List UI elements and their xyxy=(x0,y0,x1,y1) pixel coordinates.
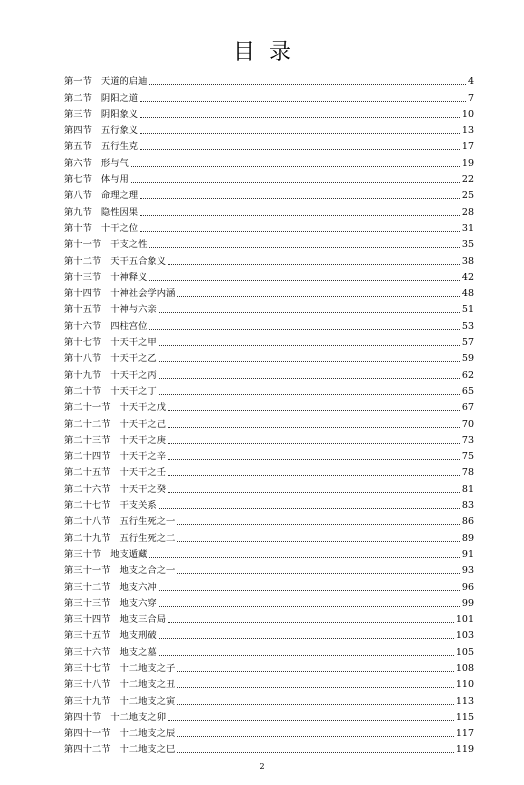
toc-entry[interactable] xyxy=(64,561,474,577)
toc-entry-title: 十二地支之寅 xyxy=(119,695,176,707)
toc-entry-title: 十干之位 xyxy=(100,222,139,234)
toc-entry-page: 19 xyxy=(461,157,474,169)
toc-entry-title: 五行生死之一 xyxy=(119,516,176,528)
toc-dot-leader xyxy=(177,296,460,297)
toc-entry-section-number: 第十二节 xyxy=(64,255,102,267)
toc-entry-title: 十神释义 xyxy=(110,271,148,283)
toc-entry-section-number: 第十七节 xyxy=(64,337,102,349)
toc-entry-section-number: 第四十二节 xyxy=(64,744,111,756)
toc-entry[interactable] xyxy=(64,105,474,121)
toc-entry[interactable] xyxy=(64,496,474,512)
toc-dot-leader xyxy=(168,410,460,411)
toc-entry[interactable] xyxy=(64,153,474,169)
toc-entry-section-number: 第八节 xyxy=(64,190,92,202)
toc-dot-leader xyxy=(168,492,460,493)
toc-entry-page: 108 xyxy=(455,662,474,674)
toc-entry-section-number: 第三十三节 xyxy=(64,597,111,609)
toc-entry-section-number: 第四十节 xyxy=(64,711,102,723)
toc-dot-leader xyxy=(140,198,460,199)
toc-entry-title: 地支刑破 xyxy=(119,630,157,642)
toc-entry-section-number: 第三十四节 xyxy=(64,614,111,626)
toc-entry-section-number: 第二十一节 xyxy=(64,402,111,414)
toc-entry[interactable] xyxy=(64,594,474,610)
toc-entry[interactable] xyxy=(64,740,474,756)
toc-entry-title: 十天干之丁 xyxy=(110,385,157,397)
toc-entry-section-number: 第二十四节 xyxy=(64,451,111,463)
toc-entry-page: 13 xyxy=(461,125,474,137)
toc-entry-section-number: 第三十节 xyxy=(64,548,102,560)
toc-entry[interactable] xyxy=(64,724,474,740)
toc-entry-title: 五行生克 xyxy=(100,141,139,153)
toc-entry[interactable] xyxy=(64,610,474,626)
toc-entry-title: 十天干之癸 xyxy=(119,483,166,495)
toc-entry-section-number: 第三十六节 xyxy=(64,646,111,658)
toc-entry-page: 101 xyxy=(455,614,474,626)
toc-entry[interactable] xyxy=(64,447,474,463)
toc-dot-leader xyxy=(177,573,460,574)
toc-entry-section-number: 第二十九节 xyxy=(64,532,111,544)
toc-entry-section-number: 第十四节 xyxy=(64,288,102,300)
toc-dot-leader xyxy=(149,557,460,558)
toc-entry-title: 十神社会学内涵 xyxy=(110,288,176,300)
toc-entry-title: 十天干之乙 xyxy=(110,353,157,365)
toc-entry-section-number: 第十五节 xyxy=(64,304,102,316)
toc-entry[interactable] xyxy=(64,708,474,724)
toc-entry-page: 35 xyxy=(461,239,474,251)
toc-dot-leader xyxy=(159,361,460,362)
toc-entry-title: 十天干之丙 xyxy=(110,369,157,381)
toc-dot-leader xyxy=(159,606,460,607)
toc-entry[interactable] xyxy=(64,121,474,137)
toc-entry-page: 81 xyxy=(461,483,474,495)
toc-dot-leader xyxy=(168,459,460,460)
toc-entry-title: 干支之性 xyxy=(110,239,148,251)
toc-dot-leader xyxy=(159,378,460,379)
toc-entry-section-number: 第十八节 xyxy=(64,353,102,365)
toc-entry[interactable] xyxy=(64,316,474,332)
toc-entry-section-number: 第三十二节 xyxy=(64,581,111,593)
toc-entry-section-number: 第十一节 xyxy=(64,239,102,251)
toc-dot-leader xyxy=(177,524,460,525)
toc-entry-title: 干支关系 xyxy=(119,500,157,512)
toc-dot-leader xyxy=(177,736,454,737)
toc-entry-page: 7 xyxy=(467,92,474,104)
toc-entry-section-number: 第七节 xyxy=(64,174,92,186)
toc-entry-page: 48 xyxy=(461,288,474,300)
toc-entry-title: 十二地支之卯 xyxy=(110,711,166,723)
toc-entry-title: 十二地支之丑 xyxy=(119,679,176,691)
toc-entry-page: 83 xyxy=(461,500,474,512)
toc-dot-leader xyxy=(159,638,454,639)
toc-entry-section-number: 第十六节 xyxy=(64,320,102,332)
toc-entry-page: 86 xyxy=(461,516,474,528)
toc-entry-page: 38 xyxy=(461,255,474,267)
toc-dot-leader xyxy=(159,590,460,591)
toc-entry-title: 地支六穿 xyxy=(119,597,157,609)
toc-dot-leader xyxy=(159,345,460,346)
toc-dot-leader xyxy=(159,394,460,395)
toc-entry[interactable] xyxy=(64,479,474,495)
toc-entry[interactable] xyxy=(64,691,474,707)
toc-dot-leader xyxy=(159,312,460,313)
toc-entry[interactable] xyxy=(64,398,474,414)
toc-entry-section-number: 第二十节 xyxy=(64,385,102,397)
toc-dot-leader xyxy=(177,752,454,753)
toc-entry-page: 42 xyxy=(461,271,474,283)
toc-entry-title: 十天干之甲 xyxy=(110,337,157,349)
toc-entry-page: 10 xyxy=(461,108,474,120)
toc-dot-leader xyxy=(140,231,460,232)
toc-dot-leader xyxy=(131,182,460,183)
toc-entry-title: 体与用 xyxy=(100,174,129,186)
toc-entry-page: 62 xyxy=(461,369,474,381)
toc-entry-section-number: 第三十五节 xyxy=(64,630,111,642)
toc-entry-page: 51 xyxy=(461,304,474,316)
toc-entry-page: 70 xyxy=(461,418,474,430)
toc-dot-leader xyxy=(177,687,454,688)
toc-entry-section-number: 第四十一节 xyxy=(64,728,111,740)
toc-entry-section-number: 第三十七节 xyxy=(64,662,111,674)
toc-entry-page: 31 xyxy=(461,222,474,234)
toc-entry-page: 57 xyxy=(461,337,474,349)
toc-dot-leader xyxy=(140,133,460,134)
toc-entry-section-number: 第一节 xyxy=(64,76,92,88)
toc-entry[interactable] xyxy=(64,268,474,284)
toc-dot-leader xyxy=(177,704,454,705)
toc-entry-title: 阴阳象义 xyxy=(100,108,139,120)
toc-entry[interactable] xyxy=(64,431,474,447)
toc-entry[interactable] xyxy=(64,659,474,675)
toc-entry-title: 阴阳之道 xyxy=(100,92,139,104)
toc-dot-leader xyxy=(149,84,466,85)
toc-entry[interactable] xyxy=(64,675,474,691)
toc-entry[interactable] xyxy=(64,626,474,642)
toc-entry-page: 89 xyxy=(461,532,474,544)
toc-entry-section-number: 第十节 xyxy=(64,222,92,234)
toc-entry-section-number: 第十九节 xyxy=(64,369,102,381)
toc-entry[interactable] xyxy=(64,365,474,381)
toc-entry-page: 65 xyxy=(461,385,474,397)
toc-entry[interactable] xyxy=(64,642,474,658)
toc-entry-section-number: 第三十九节 xyxy=(64,695,111,707)
toc-entry-page: 110 xyxy=(455,679,474,691)
page-number: 2 xyxy=(259,762,265,771)
toc-entry[interactable] xyxy=(64,382,474,398)
toc-entry-page: 59 xyxy=(461,353,474,365)
toc-entry-title: 十天干之己 xyxy=(119,418,166,430)
toc-dot-leader xyxy=(140,117,460,118)
toc-entry-title: 五行生死之二 xyxy=(119,532,176,544)
toc-entry-section-number: 第二节 xyxy=(64,92,92,104)
toc-dot-leader xyxy=(168,720,454,721)
toc-entry-title: 十二地支之辰 xyxy=(119,728,176,740)
toc-entry-title: 十天干之壬 xyxy=(119,467,166,479)
toc-entry-section-number: 第九节 xyxy=(64,206,92,218)
toc-entry-title: 地支三合局 xyxy=(119,614,166,626)
toc-entry[interactable] xyxy=(64,251,474,267)
toc-entry[interactable] xyxy=(64,235,474,251)
toc-entry-page: 99 xyxy=(461,597,474,609)
toc-entry-page: 117 xyxy=(455,728,474,740)
toc-dot-leader xyxy=(168,264,460,265)
toc-entry[interactable] xyxy=(64,512,474,528)
toc-entry[interactable] xyxy=(64,333,474,349)
toc-entry-title: 天道的启迪 xyxy=(100,76,148,88)
toc-entry[interactable] xyxy=(64,463,474,479)
toc-dot-leader xyxy=(149,329,460,330)
toc-entry-page: 73 xyxy=(461,434,474,446)
toc-entry-title: 形与气 xyxy=(100,157,129,169)
toc-entry[interactable] xyxy=(64,137,474,153)
toc-entry-title: 地支六冲 xyxy=(119,581,157,593)
toc-dot-leader xyxy=(159,655,454,656)
toc-entry-title: 十神与六亲 xyxy=(110,304,157,316)
toc-entry[interactable] xyxy=(64,300,474,316)
toc-entry-title: 地支之合之一 xyxy=(119,565,176,577)
toc-entry[interactable] xyxy=(64,577,474,593)
table-of-contents xyxy=(64,72,474,756)
toc-dot-leader xyxy=(149,280,460,281)
toc-dot-leader xyxy=(140,215,460,216)
toc-entry-section-number: 第二十三节 xyxy=(64,434,111,446)
toc-entry-page: 67 xyxy=(461,402,474,414)
toc-entry[interactable] xyxy=(64,186,474,202)
toc-entry[interactable] xyxy=(64,414,474,430)
toc-entry-section-number: 第二十五节 xyxy=(64,467,111,479)
toc-entry-page: 22 xyxy=(461,174,474,186)
toc-entry-section-number: 第二十八节 xyxy=(64,516,111,528)
toc-dot-leader xyxy=(140,101,466,102)
toc-entry[interactable] xyxy=(64,349,474,365)
toc-dot-leader xyxy=(131,166,460,167)
toc-dot-leader xyxy=(168,622,454,623)
toc-entry-section-number: 第六节 xyxy=(64,157,92,169)
toc-entry[interactable] xyxy=(64,88,474,104)
toc-entry[interactable] xyxy=(64,545,474,561)
toc-entry-title: 四柱宫位 xyxy=(110,320,148,332)
toc-entry-title: 隐性因果 xyxy=(100,206,139,218)
toc-entry-section-number: 第三节 xyxy=(64,108,92,120)
toc-entry-title: 十天干之辛 xyxy=(119,451,166,463)
toc-entry[interactable] xyxy=(64,72,474,88)
toc-entry-page: 75 xyxy=(461,451,474,463)
toc-entry-page: 119 xyxy=(455,744,474,756)
toc-entry-section-number: 第二十七节 xyxy=(64,500,111,512)
toc-entry-page: 105 xyxy=(455,646,474,658)
toc-entry-page: 4 xyxy=(467,76,474,88)
toc-entry-page: 115 xyxy=(455,711,474,723)
toc-entry-page: 113 xyxy=(455,695,474,707)
toc-entry-section-number: 第二十二节 xyxy=(64,418,111,430)
toc-entry-section-number: 第五节 xyxy=(64,141,92,153)
toc-dot-leader xyxy=(177,671,454,672)
toc-dot-leader xyxy=(140,149,460,150)
toc-entry[interactable] xyxy=(64,219,474,235)
toc-entry-page: 93 xyxy=(461,565,474,577)
toc-dot-leader xyxy=(149,247,460,248)
toc-entry-page: 17 xyxy=(461,141,474,153)
toc-dot-leader xyxy=(168,427,460,428)
toc-dot-leader xyxy=(177,541,460,542)
toc-entry-title: 十二地支之巳 xyxy=(119,744,176,756)
toc-entry-page: 78 xyxy=(461,467,474,479)
toc-entry-page: 28 xyxy=(461,206,474,218)
toc-dot-leader xyxy=(159,508,460,509)
toc-entry-section-number: 第三十一节 xyxy=(64,565,111,577)
toc-entry[interactable] xyxy=(64,170,474,186)
toc-entry-page: 91 xyxy=(461,548,474,560)
toc-entry[interactable] xyxy=(64,284,474,300)
toc-entry-section-number: 第十三节 xyxy=(64,271,102,283)
toc-entry-title: 命理之理 xyxy=(100,190,139,202)
toc-entry-section-number: 第四节 xyxy=(64,125,92,137)
toc-entry-title: 十二地支之子 xyxy=(119,662,176,674)
toc-entry[interactable] xyxy=(64,528,474,544)
toc-entry-title: 十天干之庚 xyxy=(119,434,166,446)
toc-entry-page: 96 xyxy=(461,581,474,593)
toc-entry-title: 天干五合象义 xyxy=(110,255,166,267)
toc-entry-page: 103 xyxy=(455,630,474,642)
toc-entry-title: 地支遁藏 xyxy=(110,548,148,560)
toc-dot-leader xyxy=(168,443,460,444)
toc-entry[interactable] xyxy=(64,202,474,218)
toc-dot-leader xyxy=(168,475,460,476)
toc-entry-title: 五行象义 xyxy=(100,125,139,137)
toc-entry-page: 53 xyxy=(461,320,474,332)
toc-entry-title: 十天干之戊 xyxy=(119,402,166,414)
page-title: 目录 xyxy=(232,40,305,65)
toc-entry-section-number: 第二十六节 xyxy=(64,483,111,495)
toc-entry-title: 地支之墓 xyxy=(119,646,157,658)
toc-entry-section-number: 第三十八节 xyxy=(64,679,111,691)
toc-entry-page: 25 xyxy=(461,190,474,202)
